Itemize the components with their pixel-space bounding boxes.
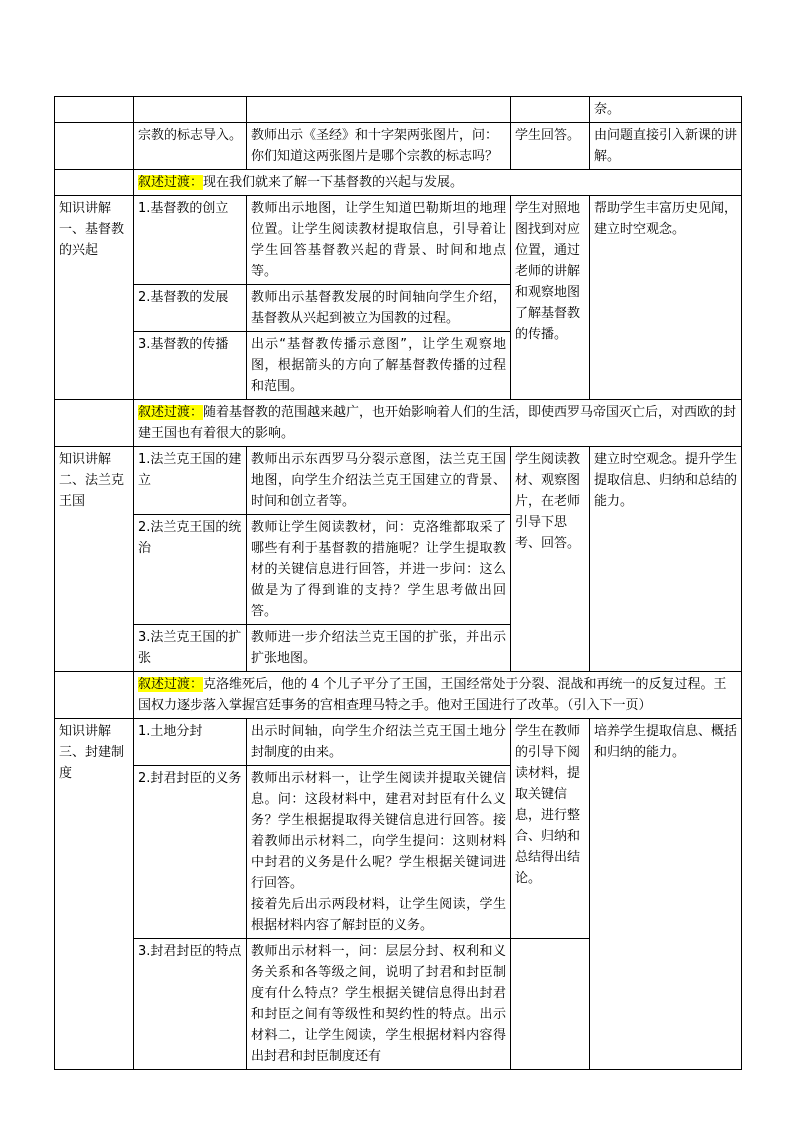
teacher-activity-cell: 教师出示《圣经》和十字架两张图片，问：你们知道这两张图片是哪个宗教的标志吗？ bbox=[247, 123, 511, 170]
table-row bbox=[55, 196, 742, 285]
content-cell: 3.法兰克王国的扩张 bbox=[134, 625, 247, 672]
teacher-activity-cell bbox=[247, 766, 511, 939]
student-activity-cell bbox=[511, 939, 590, 1070]
teacher-activity-text: 教师出示材料一，让学生阅读并提取关键信息。问：这段材料中，建君对封臣有什么义务？学生根据提取得关键信息进行回答。接着教师出示材料二，向学生提问：这则材料中封君的义务是什么呢？学生根据关键词进行回答。 bbox=[251, 771, 506, 891]
teacher-activity-cell: 教师让学生阅读教材，问：克洛维都取采了哪些有利于基督教的措施呢？让学生提取教材的关键信息进行回答，并进一步问：这么做是为了得到谁的支持？学生思考做出回答。 bbox=[247, 515, 511, 625]
section-title: 知识讲解三、封建制度 bbox=[55, 719, 134, 1070]
transition-row bbox=[55, 400, 742, 447]
transition-cell bbox=[134, 400, 742, 447]
section-cell bbox=[55, 672, 134, 719]
teacher-activity-cell: 教师出示地图，让学生知道巴勒斯坦的地理位置。让学生阅读教材提取信息，引导着让学生回答基督教兴起的背景、时间和地点等。 bbox=[247, 196, 511, 285]
content-cell bbox=[134, 97, 247, 123]
section-cell bbox=[55, 97, 134, 123]
transition-label: 叙述过渡： bbox=[138, 405, 204, 420]
transition-cell bbox=[134, 672, 742, 719]
transition-text: 随着基督教的范围越来越广，也开始影响着人们的生活，即使西罗马帝国灭亡后，对西欧的封建王国也有着很大的影响。 bbox=[138, 405, 737, 441]
teacher-activity-cell: 教师出示东西罗马分裂示意图，法兰克王国地图，向学生介绍法兰克王国建立的背景、时间和创立者等。 bbox=[247, 447, 511, 515]
student-activity-cell bbox=[511, 97, 590, 123]
design-intent-cell: 奈。 bbox=[590, 97, 742, 123]
content-cell: 宗教的标志导入。 bbox=[134, 123, 247, 170]
content-cell: 1.土地分封 bbox=[134, 719, 247, 766]
student-activity-cell: 学生阅读教材、观察图片，在老师引导下思考、回答。 bbox=[511, 447, 590, 672]
teacher-activity-cell bbox=[247, 97, 511, 123]
lesson-plan-table bbox=[54, 96, 742, 1070]
content-cell: 3.封君封臣的特点 bbox=[134, 939, 247, 1070]
content-cell: 2.封君封臣的义务 bbox=[134, 766, 247, 939]
student-activity-cell: 学生在教师的引导下阅读材料，提取关键信息，进行整合、归纳和总结得出结论。 bbox=[511, 719, 590, 939]
design-intent-cell: 由问题直接引入新课的讲解。 bbox=[590, 123, 742, 170]
transition-row bbox=[55, 672, 742, 719]
section-title: 知识讲解二、法兰克王国 bbox=[55, 447, 134, 672]
transition-cell bbox=[134, 170, 742, 196]
section-title: 知识讲解一、基督教的兴起 bbox=[55, 196, 134, 400]
design-intent-cell: 培养学生提取信息、概括和归纳的能力。 bbox=[590, 719, 742, 1070]
table-row bbox=[55, 123, 742, 170]
teacher-activity-cell: 教师出示基督教发展的时间轴向学生介绍，基督教从兴起到被立为国教的过程。 bbox=[247, 285, 511, 332]
content-cell: 2.基督教的发展 bbox=[134, 285, 247, 332]
transition-text: 现在我们就来了解一下基督教的兴起与发展。 bbox=[203, 175, 464, 190]
section-cell bbox=[55, 170, 134, 196]
transition-label: 叙述过渡： bbox=[138, 677, 204, 692]
student-activity-cell: 学生对照地图找到对应位置，通过老师的讲解和观察地图了解基督教的传播。 bbox=[511, 196, 590, 400]
transition-text: 克洛维死后，他的 4 个儿子平分了王国，王国经常处于分裂、混战和再统一的反复过程。王国权力逐步落入掌握宫廷事务的宫相查理马特之手。他对王国进行了改革。（引入下一页） bbox=[138, 677, 727, 713]
teacher-activity-cell: 出示“基督教传播示意图”，让学生观察地图，根据箭头的方向了解基督教传播的过程和范围。 bbox=[247, 332, 511, 400]
content-cell: 3.基督教的传播 bbox=[134, 332, 247, 400]
teacher-activity-cell: 教师出示材料一，问：层层分封、权利和义务关系和各等级之间，说明了封君和封臣制度有什么特点？学生根据关键信息得出封君和封臣之间有等级性和契约性的特点。出示材料二，让学生阅读，学生根据材料内容得出封君和封臣制度还有 bbox=[247, 939, 511, 1070]
teacher-activity-text-2: 接着先后出示两段材料，让学生阅读，学生根据材料内容了解封臣的义务。 bbox=[251, 897, 506, 933]
content-cell: 1.基督教的创立 bbox=[134, 196, 247, 285]
student-activity-cell: 学生回答。 bbox=[511, 123, 590, 170]
table-row bbox=[55, 447, 742, 515]
teacher-activity-cell: 出示时间轴，向学生介绍法兰克王国土地分封制度的由来。 bbox=[247, 719, 511, 766]
transition-label: 叙述过渡： bbox=[138, 175, 204, 190]
transition-row bbox=[55, 170, 742, 196]
teacher-activity-cell: 教师进一步介绍法兰克王国的扩张，并出示扩张地图。 bbox=[247, 625, 511, 672]
section-cell bbox=[55, 400, 134, 447]
design-intent-cell: 帮助学生丰富历史见闻，建立时空观念。 bbox=[590, 196, 742, 400]
table-row bbox=[55, 97, 742, 123]
table-row bbox=[55, 719, 742, 766]
content-cell: 2.法兰克王国的统治 bbox=[134, 515, 247, 625]
section-cell bbox=[55, 123, 134, 170]
content-cell: 1.法兰克王国的建立 bbox=[134, 447, 247, 515]
design-intent-cell: 建立时空观念。提升学生提取信息、归纳和总结的能力。 bbox=[590, 447, 742, 672]
